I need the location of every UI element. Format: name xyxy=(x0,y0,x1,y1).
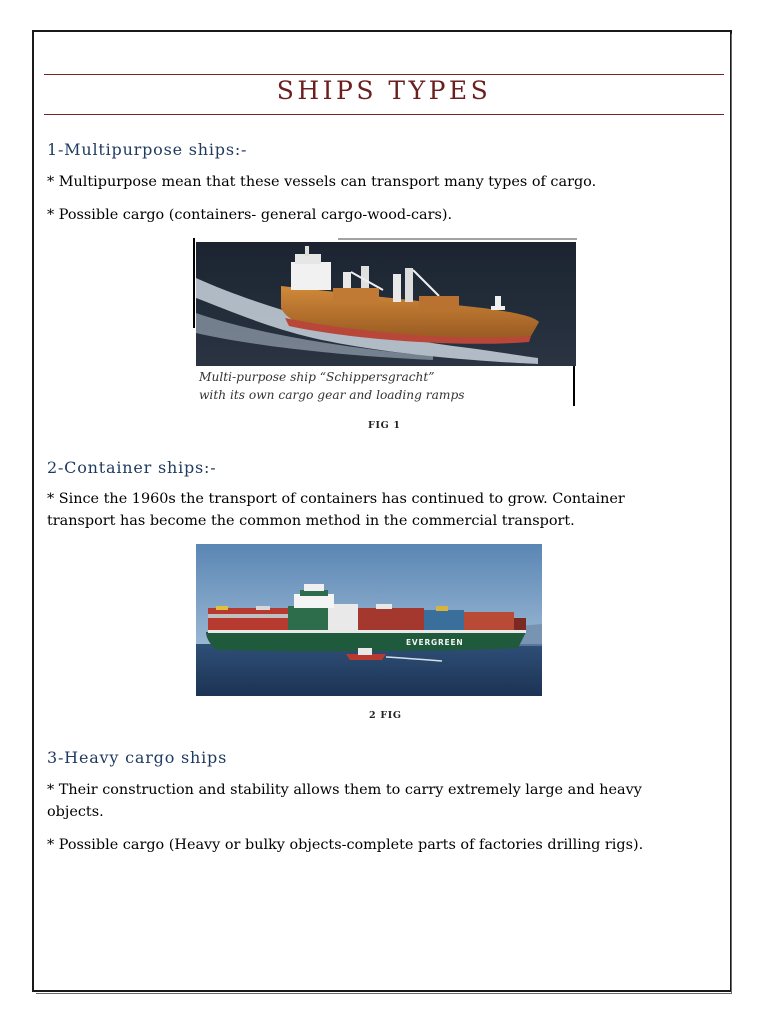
section-heading-heavy-cargo: 3-Heavy cargo ships xyxy=(47,748,228,767)
image-caption-line1: Multi-purpose ship “Schippersgracht” xyxy=(199,370,435,384)
paragraph-container-history: * Since the 1960s the transport of containers has continued to grow. Container transport has become the common method in the commercial transport. xyxy=(47,491,625,529)
hull-name-text: EVERGREEN xyxy=(406,638,464,647)
figure-container-ship xyxy=(196,544,542,696)
section-heading-multipurpose: 1-Multipurpose ships:- xyxy=(47,140,248,159)
paragraph-heavy-cargo-stability: * Their construction and stability allows them to carry extremely large and heavy objects. xyxy=(47,782,642,820)
figure-caption-1: FIG 1 xyxy=(368,420,401,431)
figure-caption-2: 2 FIG xyxy=(369,710,402,721)
title-rule-bottom xyxy=(44,114,724,115)
image-caption-line2: with its own cargo gear and loading ramps xyxy=(199,388,465,402)
multipurpose-ship-image xyxy=(193,238,577,406)
paragraph-multipurpose-definition: * Multipurpose mean that these vessels can transport many types of cargo. xyxy=(47,174,597,190)
section-heading-container: 2-Container ships:- xyxy=(47,458,217,477)
title-rule-top xyxy=(44,74,724,75)
paragraph-multipurpose-cargo: * Possible cargo (containers- general cargo-wood-cars). xyxy=(47,207,453,223)
page-title: SHIPS TYPES xyxy=(276,76,492,105)
container-ship-image xyxy=(196,544,542,696)
paragraph-heavy-cargo-possible: * Possible cargo (Heavy or bulky objects-complete parts of factories drilling rigs). xyxy=(47,837,644,853)
figure-multipurpose-ship xyxy=(193,238,577,406)
